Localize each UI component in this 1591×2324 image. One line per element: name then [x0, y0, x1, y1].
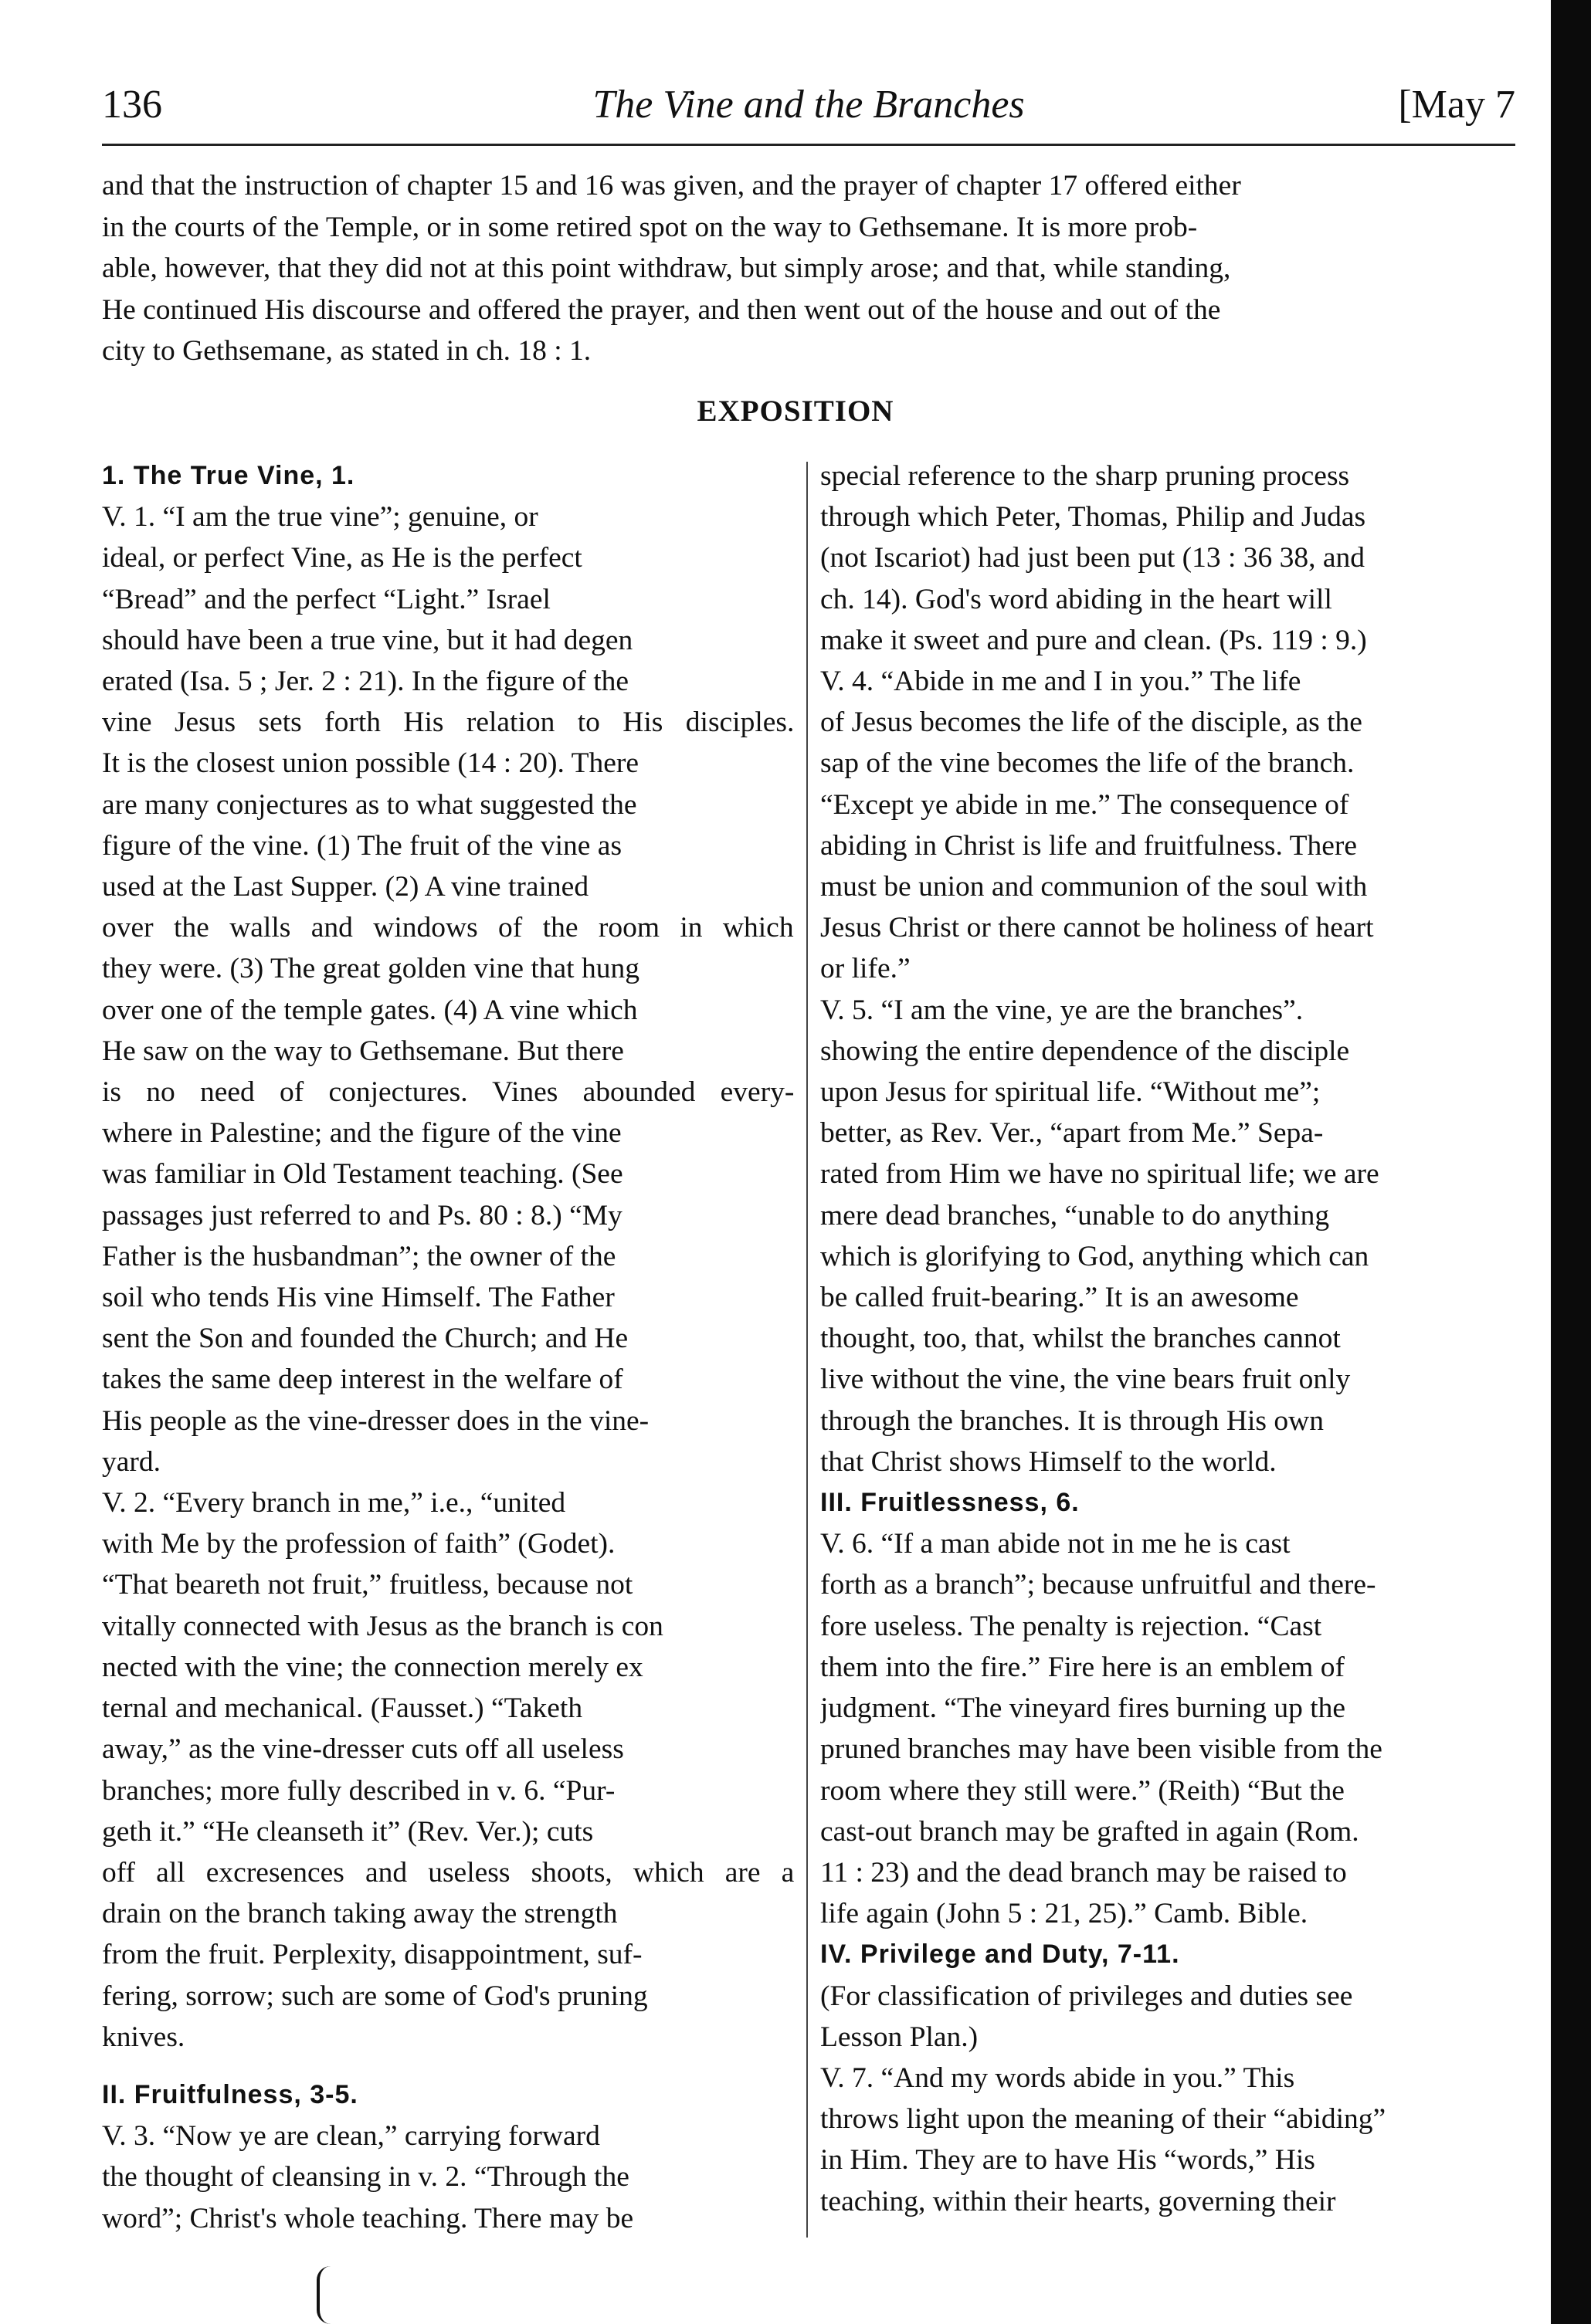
- text-line: His people as the vine-dresser does in the vine-: [102, 1404, 650, 1437]
- text-line: rated from Him we have no spiritual life; we are: [820, 1158, 1379, 1191]
- text-line: pruned branches may have been visible from the: [820, 1733, 1382, 1766]
- text-line: It is the closest union possible (14 : 20). There: [102, 747, 639, 780]
- text-line: cast-out branch may be grafted in again (Rom.: [820, 1815, 1359, 1848]
- text-line: word”; Christ's whole teaching. There may be: [102, 2202, 634, 2234]
- text-line: V. 1. “I am the true vine”; genuine, or: [102, 501, 538, 534]
- intro-line: in the courts of the Temple, or in some retired spot on the way to Gethsemane. It is more prob-: [102, 211, 1198, 243]
- subsection-heading: 1. The True Vine, 1.: [102, 461, 355, 490]
- text-line: vitally connected with Jesus as the branch is con: [102, 1610, 663, 1642]
- header-date: [May 7: [1398, 83, 1515, 127]
- text-line: be called fruit-bearing.” It is an awesome: [820, 1282, 1299, 1314]
- text-line: fore useless. The penalty is rejection. “Cast: [820, 1610, 1322, 1642]
- text-line: them into the fire.” Fire here is an emblem of: [820, 1651, 1345, 1683]
- text-line: thought, too, that, whilst the branches cannot: [820, 1323, 1341, 1355]
- text-line: geth it.” “He cleanseth it” (Rev. Ver.); cuts: [102, 1815, 594, 1848]
- subsection-heading: III. Fruitlessness, 6.: [820, 1488, 1080, 1518]
- text-line: V. 2. “Every branch in me,” i.e., “united: [102, 1487, 566, 1519]
- pencil-mark: [317, 2266, 337, 2324]
- text-line: away,” as the vine-dresser cuts off all useless: [102, 1733, 624, 1766]
- text-line: abiding in Christ is life and fruitfulness. There: [820, 829, 1358, 862]
- left-column: [102, 456, 794, 2239]
- text-line: was familiar in Old Testament teaching. (See: [102, 1158, 623, 1191]
- section-heading: EXPOSITION: [697, 395, 894, 428]
- text-line: mere dead branches, “unable to do anything: [820, 1199, 1330, 1231]
- page-number: 136: [102, 83, 162, 127]
- text-line: passages just referred to and Ps. 80 : 8.) “My: [102, 1199, 622, 1231]
- text-line: nected with the vine; the connection merely ex: [102, 1651, 643, 1683]
- text-line: ternal and mechanical. (Fausset.) “Taketh: [102, 1692, 583, 1725]
- text-line: used at the Last Supper. (2) A vine trained: [102, 871, 589, 903]
- text-line: “Bread” and the perfect “Light.” Israel: [102, 583, 551, 615]
- text-line: ch. 14). God's word abiding in the heart will: [820, 583, 1332, 615]
- text-line: Father is the husbandman”; the owner of the: [102, 1240, 616, 1272]
- intro-paragraph: [102, 165, 1515, 372]
- text-line: yard.: [102, 1445, 161, 1478]
- right-column: [820, 456, 1517, 2222]
- text-line: from the fruit. Perplexity, disappointment, suf-: [102, 1939, 643, 1971]
- text-line: takes the same deep interest in the welfare of: [102, 1364, 623, 1396]
- text-line: figure of the vine. (1) The fruit of the vine as: [102, 829, 622, 862]
- text-line: throws light upon the meaning of their “abiding”: [820, 2103, 1386, 2136]
- text-line: where in Palestine; and the figure of the vine: [102, 1117, 622, 1150]
- text-line: that Christ shows Himself to the world.: [820, 1445, 1277, 1478]
- page-spine-shadow: [1551, 0, 1591, 2324]
- intro-line: able, however, that they did not at this point withdraw, but simply arose; and that, while standing,: [102, 252, 1231, 284]
- text-line: should have been a true vine, but it had degen: [102, 624, 633, 656]
- text-line: V. 4. “Abide in me and I in you.” The life: [820, 666, 1301, 698]
- text-line: over one of the temple gates. (4) A vine which: [102, 994, 638, 1026]
- text-line: is no need of conjectures. Vines abounded every-: [102, 1076, 794, 1109]
- text-line: erated (Isa. 5 ; Jer. 2 : 21). In the figure of the: [102, 666, 629, 698]
- text-line: forth as a branch”; because unfruitful and there-: [820, 1569, 1376, 1601]
- text-line: in Him. They are to have His “words,” His: [820, 2144, 1315, 2177]
- text-line: vine Jesus sets forth His relation to His disciples.: [102, 706, 794, 739]
- text-line: teaching, within their hearts, governing their: [820, 2185, 1336, 2217]
- text-line: (not Iscariot) had just been put (13 : 36 38, and: [820, 542, 1365, 574]
- text-line: through which Peter, Thomas, Philip and Judas: [820, 501, 1366, 534]
- text-line: sap of the vine becomes the life of the branch.: [820, 747, 1355, 780]
- intro-line: city to Gethsemane, as stated in ch. 18 : 1.: [102, 335, 592, 367]
- intro-line: and that the instruction of chapter 15 and 16 was given, and the prayer of chapter 17 offered either: [102, 170, 1241, 202]
- running-title: The Vine and the Branches: [592, 83, 1025, 127]
- text-line: through the branches. It is through His own: [820, 1404, 1324, 1437]
- subsection-heading: II. Fruitfulness, 3-5.: [102, 2079, 358, 2109]
- text-line: over the walls and windows of the room in which: [102, 912, 794, 944]
- column-divider: [806, 462, 808, 2238]
- text-line: “That beareth not fruit,” fruitless, because not: [102, 1569, 633, 1601]
- text-line: (For classification of privileges and duties see: [820, 1980, 1353, 2012]
- text-line: the thought of cleansing in v. 2. “Through the: [102, 2161, 629, 2194]
- text-line: branches; more fully described in v. 6. “Pur-: [102, 1774, 616, 1807]
- running-header: [102, 82, 1515, 136]
- text-line: Lesson Plan.): [820, 2021, 979, 2053]
- text-line: sent the Son and founded the Church; and He: [102, 1323, 629, 1355]
- text-line: He saw on the way to Gethsemane. But there: [102, 1035, 624, 1067]
- text-line: showing the entire dependence of the disciple: [820, 1035, 1350, 1067]
- subsection-heading: IV. Privilege and Duty, 7-11.: [820, 1939, 1180, 1970]
- text-line: better, as Rev. Ver., “apart from Me.” Sepa-: [820, 1117, 1324, 1150]
- paragraph-gap: [102, 2058, 794, 2075]
- text-line: “Except ye abide in me.” The consequence of: [820, 788, 1349, 821]
- text-line: they were. (3) The great golden vine that hung: [102, 953, 639, 985]
- text-line: live without the vine, the vine bears fruit only: [820, 1364, 1351, 1396]
- text-line: 11 : 23) and the dead branch may be raised to: [820, 1856, 1347, 1889]
- text-line: V. 6. “If a man abide not in me he is cast: [820, 1528, 1291, 1560]
- text-line: upon Jesus for spiritual life. “Without me”;: [820, 1076, 1321, 1109]
- text-line: judgment. “The vineyard fires burning up the: [820, 1692, 1346, 1725]
- text-line: ideal, or perfect Vine, as He is the perfect: [102, 542, 582, 574]
- text-line: V. 3. “Now ye are clean,” carrying forward: [102, 2120, 600, 2153]
- text-line: Jesus Christ or there cannot be holiness of heart: [820, 912, 1374, 944]
- text-line: room where they still were.” (Reith) “But the: [820, 1774, 1345, 1807]
- intro-line: He continued His discourse and offered the prayer, and then went out of the house and out of the: [102, 293, 1221, 326]
- text-line: V. 7. “And my words abide in you.” This: [820, 2061, 1295, 2094]
- header-rule: [102, 144, 1515, 146]
- text-line: off all excresences and useless shoots, which are a: [102, 1856, 794, 1889]
- text-line: life again (John 5 : 21, 25).” Camb. Bible.: [820, 1898, 1308, 1930]
- text-line: are many conjectures as to what suggested the: [102, 788, 637, 821]
- text-line: knives.: [102, 2021, 185, 2053]
- text-line: V. 5. “I am the vine, ye are the branches”.: [820, 994, 1304, 1026]
- text-line: which is glorifying to God, anything which can: [820, 1240, 1369, 1272]
- text-line: with Me by the profession of faith” (Godet).: [102, 1528, 616, 1560]
- text-line: special reference to the sharp pruning process: [820, 460, 1350, 492]
- text-line: drain on the branch taking away the strength: [102, 1898, 618, 1930]
- text-line: of Jesus becomes the life of the disciple, as the: [820, 706, 1362, 739]
- text-line: or life.”: [820, 953, 911, 985]
- text-line: soil who tends His vine Himself. The Father: [102, 1282, 615, 1314]
- text-line: must be union and communion of the soul with: [820, 871, 1368, 903]
- text-line: make it sweet and pure and clean. (Ps. 119 : 9.): [820, 624, 1367, 656]
- text-line: fering, sorrow; such are some of God's pruning: [102, 1980, 648, 2012]
